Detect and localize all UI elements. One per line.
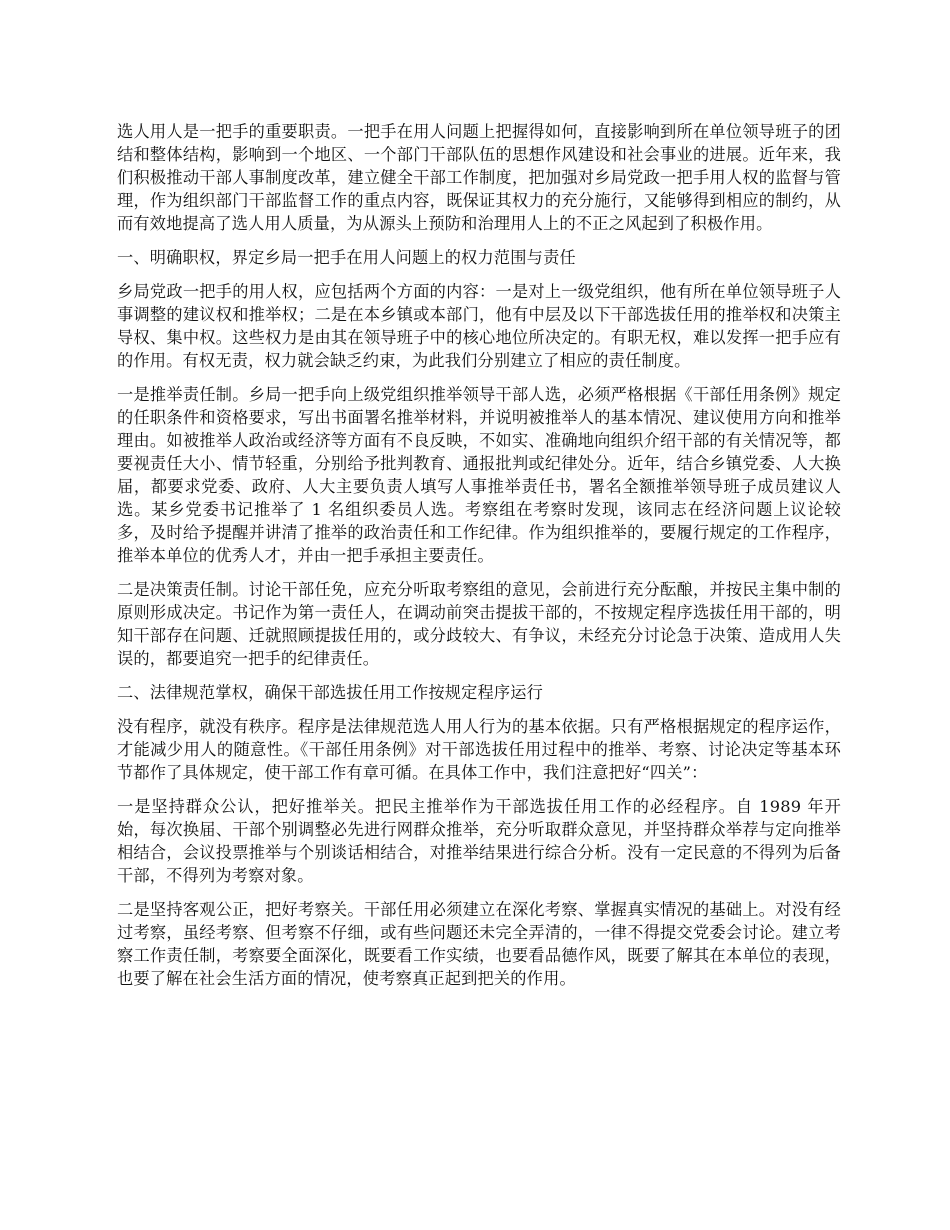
- paragraph-inspection-gate: 二是坚持客观公正，把好考察关。干部任用必须建立在深化考察、掌握真实情况的基础上。对没有经过考察，虽经考察、但考察不仔细，或有些问题还未完全弄清的，一律不得提交党委会讨论。建立考察工作责任制，考察要全面深化，既要看工作实绩，也要看品德作风，既要了解其在本单位的表现，也要了解在社会生活方面的情况，使考察真正起到把关的作用。: [117, 900, 841, 988]
- paragraph-decision-responsibility: 二是决策责任制。讨论干部任免，应充分听取考察组的意见，会前进行充分酝酿，并按民主集中制的原则形成决定。书记作为第一责任人，在调动前突击提拔干部的，不按规定程序选拔任用干部的，明知干部存在问题、迁就照顾提拔任用的，或分歧较大、有争议，未经充分讨论急于决策、造成用人失误的，都要追究一把手的纪律责任。: [117, 580, 841, 668]
- paragraph-power-scope: 乡局党政一把手的用人权，应包括两个方面的内容：一是对上一级党组织，他有所在单位领导班子人事调整的建议权和推举权；二是在本乡镇或本部门，他有中层及以下干部选拔任用的推举权和决策主导权、集中权。这些权力是由其在领导班子中的核心地位所决定的。有职无权，难以发挥一把手应有的作用。有权无责，权力就会缺乏约束，为此我们分别建立了相应的责任制度。: [117, 282, 841, 370]
- paragraph-intro: 选人用人是一把手的重要职责。一把手在用人问题上把握得如何，直接影响到所在单位领导班子的团结和整体结构，影响到一个地区、一个部门干部队伍的思想作风建设和社会事业的进展。近年来，我们积极推动干部人事制度改革，建立健全干部工作制度，把加强对乡局党政一把手用人权的监督与管理，作为组织部门干部监督工作的重点内容，既保证其权力的充分施行，又能够得到相应的制约，从而有效地提高了选人用人质量，为从源头上预防和治理用人上的不正之风起到了积极作用。: [117, 122, 841, 233]
- section-heading-2: 二、法律规范掌权，确保干部选拔任用工作按规定程序运行: [117, 683, 544, 702]
- paragraph-recommendation-responsibility: 一是推举责任制。乡局一把手向上级党组织推举领导干部人选，必须严格根据《干部任用条例》规定的任职条件和资格要求，写出书面署名推举材料，并说明被推举人的基本情况、建议使用方向和推举理由。如被推举人政治或经济等方面有不良反映，不如实、准确地向组织介绍干部的有关情况等，都要视责任大小、情节轻重，分别给予批判教育、通报批判或纪律处分。近年，结合乡镇党委、人大换届，都要求党委、政府、人大主要负责人填写人事推举责任书，署名全额推举领导班子成员建议人选。某乡党委书记推举了 1 名组织委员人选。考察组在考察时发现，该同志在经济问题上议论较多，及时给予提醒并讲清了推举的政治责任和工作纪律。作为组织推举的，要履行规定的工作程序，推举本单位的优秀人才，并由一把手承担主要责任。: [117, 385, 841, 565]
- paragraph-procedure: 没有程序，就没有秩序。程序是法律规范选人用人行为的基本依据。只有严格根据规定的程序运作，才能减少用人的随意性。《干部任用条例》对干部选拔任用过程中的推举、考察、讨论决定等基本环节都作了具体规定，使干部工作有章可循。在具体工作中，我们注意把好“四关”：: [117, 717, 841, 782]
- section-heading-1: 一、明确职权，界定乡局一把手在用人问题上的权力范围与责任: [117, 248, 576, 267]
- paragraph-recommendation-gate: 一是坚持群众公认，把好推举关。把民主推举作为干部选拔任用工作的必经程序。自 1989 年开始，每次换届、干部个别调整必先进行网群众推举，充分听取群众意见，并坚持群众举荐与定向推举相结合，会议投票推举与个别谈话相结合，对推举结果进行综合分析。没有一定民意的不得列为后备干部，不得列为考察对象。: [117, 797, 841, 885]
- document-body: [117, 120, 841, 1001]
